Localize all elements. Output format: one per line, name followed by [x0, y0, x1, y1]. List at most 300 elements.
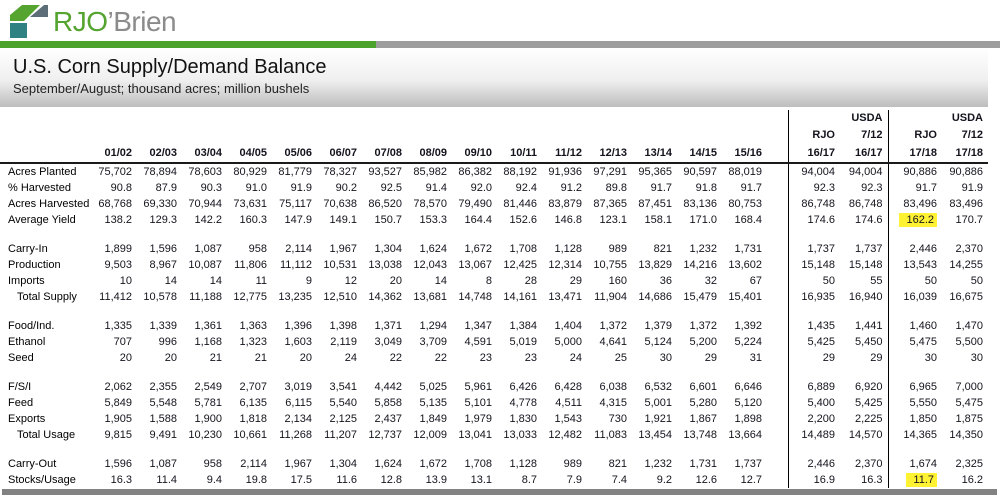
data-cell: 86,382	[458, 166, 492, 178]
row-ethanol	[0, 334, 988, 350]
data-cell: 13.1	[470, 474, 492, 486]
data-cell: 22	[389, 352, 402, 364]
data-cell: 6,920	[854, 381, 883, 393]
header-row-years	[0, 144, 988, 163]
data-cell: 29	[870, 352, 883, 364]
data-cell: 8	[485, 275, 492, 287]
data-cell: 91.7	[888, 180, 942, 196]
data-cell: 12,009	[413, 429, 447, 441]
data-cell	[182, 366, 227, 379]
column-header	[632, 110, 677, 127]
data-cell: 83,136	[683, 198, 717, 210]
data-cell	[840, 228, 888, 241]
data-cell	[452, 366, 497, 379]
data-cell: 129.3	[149, 214, 177, 226]
column-header	[182, 127, 227, 144]
data-cell: 14,489	[788, 427, 840, 443]
data-cell: 1,460	[888, 318, 942, 334]
column-header	[227, 127, 272, 144]
column-gap	[767, 180, 788, 196]
data-cell: 22	[434, 352, 447, 364]
data-cell: 81,779	[278, 166, 312, 178]
data-cell: 1,875	[955, 413, 983, 425]
data-cell	[497, 305, 542, 318]
data-cell: 9,815	[104, 429, 132, 441]
bottom-bar	[2, 489, 997, 495]
row-label: Imports	[8, 275, 45, 287]
column-header	[317, 127, 362, 144]
row-acres-harvested	[0, 196, 988, 212]
data-cell	[137, 366, 182, 379]
data-cell: 6,646	[734, 381, 762, 393]
column-gap	[767, 411, 788, 427]
row-label: Carry-In	[8, 243, 48, 255]
data-cell: 7.9	[566, 474, 582, 486]
data-cell: 6,428	[554, 381, 582, 393]
data-cell: 1,323	[239, 336, 267, 348]
data-cell: 3,709	[419, 336, 447, 348]
data-cell: 15,479	[683, 291, 717, 303]
data-cell: 1,361	[194, 320, 222, 332]
data-cell: 4,442	[374, 381, 402, 393]
column-header	[677, 110, 722, 127]
data-cell	[677, 366, 722, 379]
column-header	[632, 127, 677, 144]
logo-text-brien: ’Brien	[107, 6, 177, 37]
data-cell: 20	[389, 275, 402, 287]
data-cell: 730	[608, 413, 627, 425]
data-cell: 1,087	[194, 243, 222, 255]
data-cell: 160.3	[239, 214, 267, 226]
data-cell: 28	[524, 275, 537, 287]
data-cell: 5,280	[689, 397, 717, 409]
data-cell: 5,500	[955, 336, 983, 348]
column-header: 16/17	[788, 144, 840, 163]
column-header	[542, 127, 587, 144]
data-cell: 9,503	[104, 259, 132, 271]
data-cell: 92.0	[470, 182, 492, 194]
data-cell: 821	[653, 243, 672, 255]
row-acres-planted	[0, 163, 988, 180]
data-cell	[407, 366, 452, 379]
data-cell: 91.7	[740, 182, 762, 194]
data-cell	[92, 228, 137, 241]
data-cell: 29	[569, 275, 582, 287]
data-cell: 7.4	[611, 474, 627, 486]
data-cell: 1,624	[419, 243, 447, 255]
data-cell: 8.7	[521, 474, 537, 486]
data-cell: 14	[164, 275, 177, 287]
data-cell: 13,664	[728, 429, 762, 441]
data-cell: 12	[344, 275, 357, 287]
data-cell: 1,967	[329, 243, 357, 255]
data-cell: 97,291	[593, 166, 627, 178]
data-cell: 94,004	[788, 163, 840, 180]
data-cell: 146.8	[554, 214, 582, 226]
data-cell: 11,112	[279, 259, 312, 271]
column-gap	[767, 366, 788, 379]
row-f-s-i	[0, 379, 988, 395]
logo-text-rjo: RJO	[53, 6, 108, 37]
accent-bar-green	[0, 41, 376, 48]
data-cell: 10,087	[188, 259, 222, 271]
data-cell: 23	[479, 352, 492, 364]
column-gap	[767, 257, 788, 273]
data-cell: 1,543	[554, 413, 582, 425]
data-cell: 6,601	[689, 381, 717, 393]
data-cell: 142.2	[194, 214, 222, 226]
data-cell: 5,101	[464, 397, 492, 409]
data-cell: 5,425	[854, 397, 883, 409]
data-cell: 78,570	[413, 198, 447, 210]
data-cell: 15,148	[788, 257, 840, 273]
row-label: Total Supply	[17, 291, 77, 303]
column-gap	[767, 289, 788, 305]
data-cell	[542, 366, 587, 379]
row-label-empty	[0, 228, 92, 241]
column-header: 15/16	[722, 144, 767, 163]
data-cell: 81,446	[503, 198, 537, 210]
column-gap	[767, 350, 788, 366]
data-cell: 50	[970, 275, 983, 287]
row-label: Ethanol	[8, 336, 46, 348]
data-cell: 69,330	[143, 198, 177, 210]
column-header	[272, 110, 317, 127]
data-cell: 2,225	[854, 413, 883, 425]
data-cell: 13,067	[458, 259, 492, 271]
page-subtitle: September/August; thousand acres; million bushels	[13, 81, 310, 96]
data-cell: 21	[209, 352, 222, 364]
data-cell: 958	[203, 458, 222, 470]
row-total-usage	[0, 427, 988, 443]
data-cell: 821	[608, 458, 627, 470]
column-header	[722, 127, 767, 144]
data-cell: 14,362	[368, 291, 402, 303]
data-cell: 1,737	[788, 241, 840, 257]
data-cell: 1,392	[734, 320, 762, 332]
data-cell: 29	[704, 352, 717, 364]
data-cell	[542, 443, 587, 456]
data-cell: 6,889	[788, 379, 840, 395]
data-cell	[677, 443, 722, 456]
data-cell: 13,041	[458, 429, 492, 441]
data-cell: 20	[299, 352, 312, 364]
data-cell: 2,119	[330, 336, 357, 348]
data-cell: 90,886	[949, 166, 983, 178]
data-cell: 87,451	[638, 198, 672, 210]
data-cell: 92.4	[515, 182, 537, 194]
data-cell	[840, 305, 888, 318]
data-cell: 958	[248, 243, 267, 255]
rjobrien-logo	[10, 5, 176, 39]
column-header: 03/04	[182, 144, 227, 163]
column-header: 05/06	[272, 144, 317, 163]
row-label: Acres Harvested	[8, 198, 90, 210]
data-cell: 1,470	[955, 320, 983, 332]
data-cell: 6,038	[599, 381, 627, 393]
data-cell: 1,596	[104, 458, 132, 470]
data-cell: 15,401	[728, 291, 762, 303]
column-header	[677, 127, 722, 144]
row-label: Food/Ind.	[8, 320, 55, 332]
data-cell: 1,596	[149, 243, 177, 255]
data-cell: 1,304	[329, 458, 357, 470]
data-cell: 78,603	[188, 166, 222, 178]
data-cell: 24	[344, 352, 357, 364]
data-cell	[587, 305, 632, 318]
column-gap	[767, 318, 788, 334]
header-row-usda	[0, 110, 988, 127]
data-cell: 14	[209, 275, 222, 287]
data-cell: 83,496	[949, 198, 983, 210]
spacer-row	[0, 443, 988, 456]
data-cell: 5,961	[464, 381, 492, 393]
data-cell	[888, 305, 942, 318]
title-band	[0, 48, 988, 107]
data-cell: 174.6	[854, 214, 883, 226]
data-cell: 78,894	[143, 166, 177, 178]
data-cell	[722, 228, 767, 241]
data-cell: 91.8	[695, 182, 717, 194]
data-cell	[788, 305, 840, 318]
data-cell: 147.9	[284, 214, 312, 226]
data-cell: 1,731	[689, 458, 717, 470]
column-header: 17/18	[942, 144, 988, 163]
data-cell: 67	[749, 275, 762, 287]
data-cell	[497, 228, 542, 241]
data-cell	[407, 305, 452, 318]
data-cell: 2,062	[104, 381, 132, 393]
data-cell: 91.9	[290, 182, 312, 194]
header-row-source	[0, 127, 988, 144]
column-header: 02/03	[137, 144, 182, 163]
data-cell	[542, 305, 587, 318]
data-cell: 16.2	[961, 474, 983, 486]
data-cell: 16.3	[110, 474, 132, 486]
column-header: RJO	[888, 127, 942, 144]
column-header: 07/08	[362, 144, 407, 163]
data-cell: 5,001	[644, 397, 672, 409]
data-cell: 4,778	[509, 397, 537, 409]
data-cell	[407, 443, 452, 456]
data-cell: 87.9	[155, 182, 177, 194]
data-cell: 1,708	[509, 243, 537, 255]
spacer-row	[0, 366, 988, 379]
data-cell: 2,114	[240, 458, 267, 470]
data-cell	[888, 366, 942, 379]
row-production	[0, 257, 988, 273]
data-cell: 2,114	[285, 243, 312, 255]
data-cell	[362, 228, 407, 241]
data-cell: 12,043	[413, 259, 447, 271]
data-cell	[317, 443, 362, 456]
data-cell: 5,475	[888, 334, 942, 350]
highlighted-value: 11.7	[906, 473, 937, 487]
data-cell: 1,372	[599, 320, 627, 332]
data-cell: 4,641	[599, 336, 627, 348]
data-cell: 29	[788, 350, 840, 366]
data-cell: 14	[434, 275, 447, 287]
data-cell: 25	[614, 352, 627, 364]
data-cell: 80,753	[728, 198, 762, 210]
data-cell: 170.7	[955, 214, 983, 226]
data-cell: 2,355	[149, 381, 177, 393]
column-gap	[767, 456, 788, 472]
row-label: Seed	[8, 352, 34, 364]
data-cell: 90.2	[335, 182, 357, 194]
data-cell: 2,370	[854, 458, 883, 470]
data-cell: 31	[749, 352, 762, 364]
data-cell: 91.9	[961, 182, 983, 194]
data-cell: 83,496	[888, 196, 942, 212]
row-label-empty	[0, 144, 92, 163]
data-cell	[362, 305, 407, 318]
data-cell: 1,899	[104, 243, 132, 255]
data-cell: 1,737	[734, 458, 762, 470]
data-cell: 164.4	[464, 214, 492, 226]
row-label: Exports	[8, 413, 46, 425]
data-cell: 11,412	[99, 291, 132, 303]
data-cell: 91.4	[425, 182, 447, 194]
data-cell: 1,603	[284, 336, 312, 348]
data-cell: 10,230	[188, 429, 222, 441]
data-cell	[182, 305, 227, 318]
column-gap	[767, 144, 788, 163]
data-cell: 13,038	[368, 259, 402, 271]
data-cell: 9.4	[206, 474, 222, 486]
data-cell: 68,768	[98, 198, 132, 210]
data-cell: 5,550	[888, 395, 942, 411]
data-cell: 1,371	[374, 320, 402, 332]
column-gap	[767, 427, 788, 443]
data-cell: 5,450	[854, 336, 883, 348]
row-label: Average Yield	[8, 214, 76, 226]
data-cell: 9.2	[656, 474, 672, 486]
data-cell	[632, 366, 677, 379]
data-cell: 2,446	[888, 241, 942, 257]
data-cell: 13,602	[728, 259, 762, 271]
data-cell: 12.7	[740, 474, 762, 486]
data-cell: 16,675	[949, 291, 983, 303]
data-cell: 2,200	[788, 411, 840, 427]
data-cell: 91,936	[548, 166, 582, 178]
column-header	[497, 110, 542, 127]
data-cell: 160	[608, 275, 627, 287]
data-cell: 4,591	[464, 336, 492, 348]
column-header: 10/11	[497, 144, 542, 163]
data-cell	[888, 443, 942, 456]
data-cell: 1,979	[464, 413, 492, 425]
data-cell: 5,200	[689, 336, 717, 348]
column-gap	[767, 379, 788, 395]
data-cell: 1,830	[509, 413, 537, 425]
row-label: % Harvested	[8, 182, 71, 194]
data-cell: 13,033	[503, 429, 537, 441]
data-cell: 88,192	[503, 166, 537, 178]
data-cell	[722, 366, 767, 379]
data-cell: 1,384	[509, 320, 537, 332]
data-cell: 13,235	[278, 291, 312, 303]
data-cell	[888, 228, 942, 241]
data-cell: 6,532	[644, 381, 672, 393]
data-cell: 5,858	[374, 397, 402, 409]
data-cell: 1,398	[329, 320, 357, 332]
data-cell	[227, 366, 272, 379]
row-label-empty	[0, 127, 92, 144]
data-cell: 90.8	[110, 182, 132, 194]
data-cell: 989	[608, 243, 627, 255]
data-cell: 90.3	[200, 182, 222, 194]
data-cell	[362, 366, 407, 379]
data-cell	[272, 366, 317, 379]
data-cell: 5,548	[149, 397, 177, 409]
data-cell: 1,588	[149, 413, 177, 425]
row-imports	[0, 273, 988, 289]
column-header: 01/02	[92, 144, 137, 163]
data-cell	[722, 305, 767, 318]
data-cell: 1,867	[689, 413, 717, 425]
data-cell	[942, 305, 988, 318]
column-header	[272, 127, 317, 144]
column-header: 7/12	[861, 129, 883, 141]
row-label-empty	[0, 110, 92, 127]
data-cell: 1,849	[419, 413, 447, 425]
data-cell: 1,435	[788, 318, 840, 334]
column-header: 06/07	[317, 144, 362, 163]
data-cell	[137, 305, 182, 318]
data-cell: 1,304	[374, 243, 402, 255]
data-cell: 4,511	[555, 397, 582, 409]
data-cell: 12,425	[503, 259, 537, 271]
data-cell	[317, 305, 362, 318]
data-cell	[272, 228, 317, 241]
data-cell: 6,965	[888, 379, 942, 395]
data-cell: 11.4	[156, 474, 177, 486]
data-cell: 10,661	[233, 429, 267, 441]
column-gap	[767, 212, 788, 228]
data-cell: 1,372	[689, 320, 717, 332]
data-cell: 5,025	[419, 381, 447, 393]
column-header: USDA	[951, 112, 983, 124]
data-cell: 1,128	[509, 458, 537, 470]
data-cell: 16.3	[861, 474, 883, 486]
data-cell: 91.0	[245, 182, 267, 194]
data-cell: 94,004	[848, 166, 883, 178]
data-cell	[227, 228, 272, 241]
highlighted-value: 162.2	[899, 213, 937, 227]
data-cell: 16,039	[888, 289, 942, 305]
row-average-yield	[0, 212, 988, 228]
column-gap	[767, 443, 788, 456]
row-feed	[0, 395, 988, 411]
data-cell: 90,886	[888, 163, 942, 180]
data-cell	[407, 228, 452, 241]
column-header	[317, 110, 362, 127]
data-cell: 2,437	[374, 413, 402, 425]
row-carry-out	[0, 456, 988, 472]
column-header	[92, 127, 137, 144]
column-header	[722, 110, 767, 127]
data-cell: 78,327	[323, 166, 357, 178]
rjobrien-logo-icon	[10, 5, 48, 39]
row-label: Production	[8, 259, 61, 271]
data-cell	[317, 366, 362, 379]
data-cell: 5,540	[329, 397, 357, 409]
data-cell: 16,940	[848, 291, 883, 303]
data-cell: 2,707	[239, 381, 267, 393]
data-cell: 15,148	[848, 259, 883, 271]
data-cell	[677, 228, 722, 241]
